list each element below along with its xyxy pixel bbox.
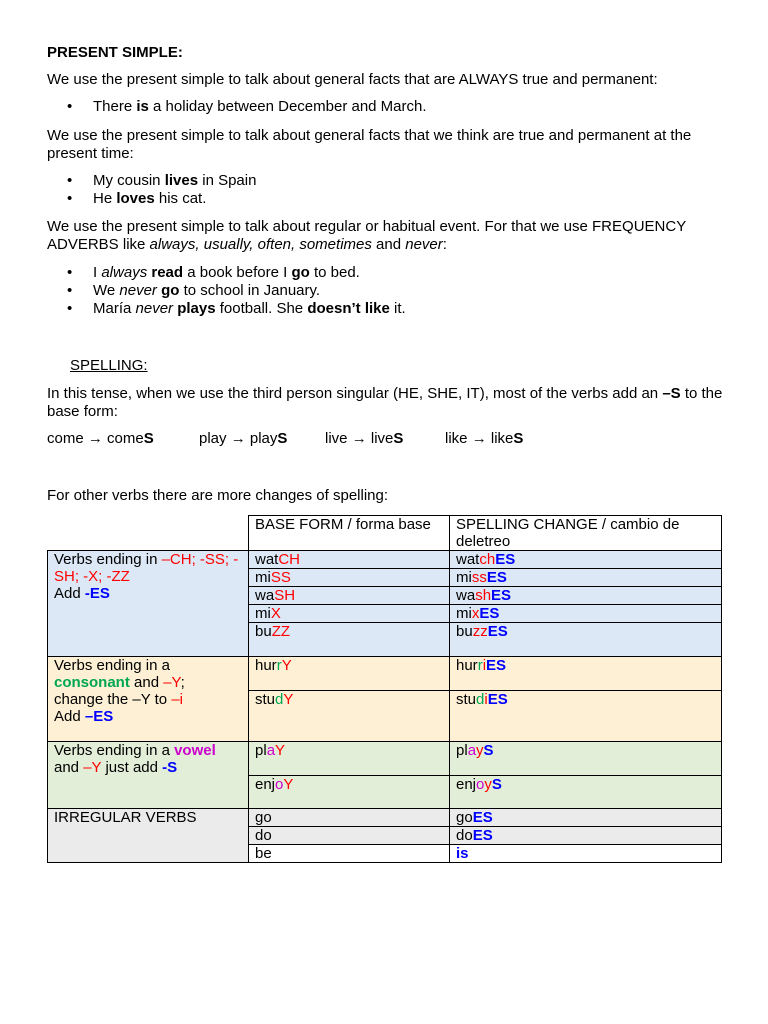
base-form-cell: hurrY <box>249 657 450 691</box>
bullet-list-3 <box>47 264 406 318</box>
table-row <box>48 809 722 827</box>
list-item: • María never plays football. She doesn’t like it. <box>47 300 406 318</box>
base-form-cell: watCH <box>249 551 450 569</box>
base-form-cell: go <box>249 809 450 827</box>
group-label-vowel-y: Verbs ending in a vowel and –Y just add -S <box>48 742 249 809</box>
spelling-intro: In this tense, when we use the third person singular (HE, SHE, IT), most of the verbs add an –S to the base form: <box>47 385 723 420</box>
bullet-list-1 <box>47 98 427 116</box>
base-form-cell: miX <box>249 605 450 623</box>
spelling-heading: SPELLING: <box>70 357 148 374</box>
other-verbs-text: For other verbs there are more changes of spelling: <box>47 487 389 504</box>
spelling-change-cell: hurriES <box>450 657 722 691</box>
base-form-cell: miSS <box>249 569 450 587</box>
bullet-list-2 <box>47 172 256 208</box>
spelling-table <box>47 515 722 863</box>
example-live: live → liveS <box>325 430 404 447</box>
spelling-change-cell: washES <box>450 587 722 605</box>
table-row <box>48 551 722 569</box>
spelling-change-cell: enjoyS <box>450 776 722 809</box>
intro-paragraph-1: We use the present simple to talk about general facts that are ALWAYS true and permanent: <box>47 71 658 88</box>
base-form-cell: buZZ <box>249 623 450 657</box>
list-item: • My cousin lives in Spain <box>47 172 256 190</box>
base-form-cell: be <box>249 845 450 863</box>
arrow-icon: → <box>87 430 103 447</box>
arrow-icon: → <box>230 430 246 447</box>
page-title: PRESENT SIMPLE: <box>47 44 183 61</box>
spelling-change-cell: mixES <box>450 605 722 623</box>
base-form-cell: enjoY <box>249 776 450 809</box>
intro-paragraph-2: We use the present simple to talk about general facts that we think are true and permanent at the present time: <box>47 127 692 162</box>
group-label-irregular: IRREGULAR VERBS <box>48 809 249 863</box>
base-form-cell: waSH <box>249 587 450 605</box>
column-header-base: BASE FORM / forma base <box>249 516 450 551</box>
base-form-cell: plaY <box>249 742 450 776</box>
spelling-change-cell: is <box>450 845 722 863</box>
spelling-change-cell: missES <box>450 569 722 587</box>
base-form-cell: studY <box>249 691 450 742</box>
example-come: come → comeS <box>47 430 154 447</box>
table-header-row <box>48 516 722 551</box>
example-like: like → likeS <box>445 430 524 447</box>
arrow-icon: → <box>471 430 487 447</box>
list-item: • He loves his cat. <box>47 190 256 208</box>
group-label-consonant-y: Verbs ending in a consonant and –Y; change the –Y to –i Add –ES <box>48 657 249 742</box>
spelling-change-cell: playS <box>450 742 722 776</box>
list-item: • There is a holiday between December and March. <box>47 98 427 116</box>
intro-paragraph-3: We use the present simple to talk about regular or habitual event. For that we use FREQUENCY ADVERBS like always, usually, often, sometimes and never: <box>47 218 686 253</box>
column-header-change: SPELLING CHANGE / cambio de deletreo <box>450 516 722 551</box>
spelling-change-cell: doES <box>450 827 722 845</box>
spelling-change-cell: watchES <box>450 551 722 569</box>
example-play: play → playS <box>199 430 288 447</box>
list-item: • I always read a book before I go to bed. <box>47 264 406 282</box>
spelling-change-cell: buzzES <box>450 623 722 657</box>
spelling-change-cell: goES <box>450 809 722 827</box>
arrow-icon: → <box>351 430 367 447</box>
table-row <box>48 657 722 691</box>
table-row <box>48 742 722 776</box>
spelling-change-cell: studiES <box>450 691 722 742</box>
base-form-cell: do <box>249 827 450 845</box>
list-item: • We never go to school in January. <box>47 282 406 300</box>
group-label-ch-ss: Verbs ending in –CH; -SS; -SH; -X; -ZZ Add -ES <box>48 551 249 657</box>
